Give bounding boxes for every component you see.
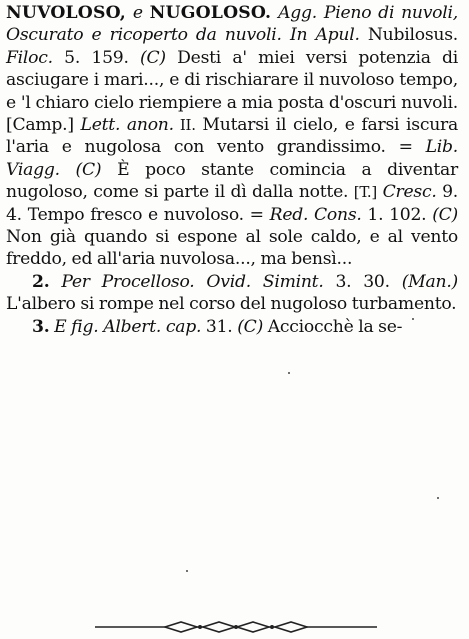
- part-of-speech: Agg.: [271, 3, 317, 23]
- citation-ref: II.: [173, 116, 196, 135]
- paper-speck: [288, 372, 290, 374]
- entry-sense-3: [6, 316, 458, 338]
- citation-ref: 3. 30.: [323, 271, 402, 292]
- sense-number: 2.: [32, 271, 50, 292]
- citation-ovid: Ovid. Simint.: [194, 271, 324, 292]
- paper-speck: [186, 570, 188, 572]
- citation-red-cons: Red. Cons.: [269, 204, 362, 225]
- citation-lett: Lett. anon.: [80, 115, 174, 136]
- citation-ref: 31.: [201, 316, 238, 337]
- headword-variant: NUGOLOSO.: [149, 3, 272, 23]
- citation-marker: (C): [237, 316, 264, 337]
- quotation: L'albero si rompe nel corso del nugoloso turbamento.: [6, 294, 457, 315]
- entry-sense-2: [6, 271, 458, 316]
- entry-paragraph-main: [6, 2, 458, 271]
- citation-marker: (C): [59, 159, 102, 180]
- citation-ref: 5. 159.: [52, 47, 140, 68]
- quotation: Acciocchè la se-: [263, 316, 403, 337]
- citation-ref: 1. 102.: [361, 204, 433, 225]
- quotation: Desti a' miei versi potenzia di asciugare i mari..., e di rischiarare il nuvoloso tempo, e 'l chiaro cielo riempiere a mia posta d'oscuri nuvoli. [Camp.]: [6, 47, 459, 136]
- dictionary-entry: [6, 2, 458, 338]
- paper-speck: [437, 497, 439, 499]
- decorative-divider: [95, 620, 377, 634]
- sense-label: E fig.: [49, 316, 99, 337]
- quotation: È poco stante comincia a diventar nugoloso, come si parte il dì dalla notte.: [6, 159, 458, 203]
- citation-marker: (C): [139, 47, 166, 68]
- quotation: Mutarsi il cielo, e farsi iscura l'aria e nugolosa con vento grandissimo. =: [6, 115, 458, 158]
- conjunction: e: [125, 3, 150, 23]
- paper-speck: [412, 318, 414, 320]
- source-apul: In Apul.: [281, 25, 360, 46]
- citation-albert: Albert. cap.: [98, 316, 202, 337]
- sense-label: Per Procelloso.: [49, 271, 195, 292]
- citation-filoc: Filoc.: [6, 47, 53, 68]
- headword: NUVOLOSO,: [6, 3, 126, 23]
- citation-lib-viagg: Lib. Viagg.: [6, 137, 458, 180]
- editor-mark: [T.]: [353, 183, 378, 202]
- quotation: Tempo fresco e nuvoloso. =: [21, 204, 270, 225]
- sense-number: 3.: [32, 316, 50, 337]
- definition: Pieno di nuvoli, Oscurato e ricoperto da nuvoli.: [6, 3, 458, 46]
- citation-marker: (Man.): [401, 271, 458, 292]
- quotation: Non già quando si espone al sole caldo, e al vento freddo, ed all'aria nuvolosa..., ma bensì...: [6, 227, 458, 270]
- citation-ref: 9. 4.: [6, 182, 458, 225]
- citation-cresc: Cresc.: [377, 182, 437, 203]
- latin-equivalent: Nubilosus.: [359, 25, 459, 46]
- citation-marker: (C): [432, 204, 458, 225]
